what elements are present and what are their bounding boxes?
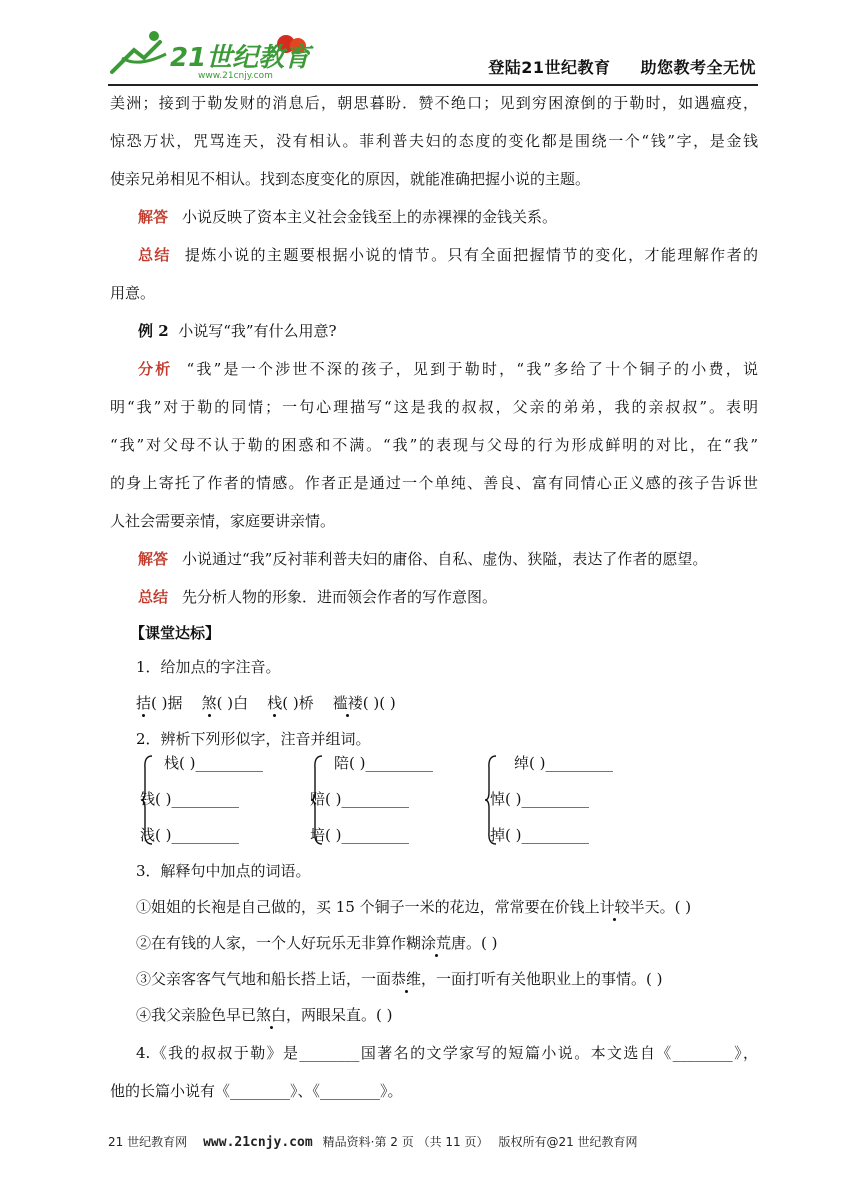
footer-url[interactable]: www.21cnjy.com bbox=[203, 1135, 313, 1150]
answer-blank[interactable]: ( ) bbox=[155, 826, 172, 844]
answer-blank[interactable]: ( ) bbox=[325, 826, 342, 844]
answer-blank[interactable]: ( )( ) bbox=[362, 694, 396, 712]
answer-blank[interactable]: ( ) bbox=[282, 694, 299, 712]
answer-line[interactable]: _________ bbox=[521, 826, 589, 844]
para-line: 美洲；接到于勒发财的消息后，朝思暮盼．赞不绝口；见到穷困潦倒的于勒时，如遇瘟疫， bbox=[110, 94, 758, 112]
answer-line[interactable]: _________ bbox=[171, 790, 239, 808]
q3-item-1: ①姐姐的长袍是自己做的，买 15 个铜子一米的花边，常常要在价钱上计较半天。( ) bbox=[136, 898, 692, 916]
answer-blank[interactable]: ( ) bbox=[349, 754, 366, 772]
dotted-word: 计较 bbox=[599, 898, 630, 916]
q3-item-3: ③父亲客客气气地和船长搭上话，一面恭维，一面打听有关他职业上的事情。( ) bbox=[136, 970, 663, 988]
para-line: “我”对父母不认于勒的困惑和不满。“我”的表现与父母的行为形成鲜明的对比，在“我” bbox=[110, 436, 758, 454]
answer-blank[interactable]: ( ) bbox=[216, 694, 234, 712]
question-4[interactable]: 4.《我的叔叔于勒》是________国著名的文学家写的短篇小说。本文选自《________》， bbox=[136, 1044, 758, 1062]
answer-blank[interactable]: ( ) bbox=[325, 790, 342, 808]
char-group-3 bbox=[484, 752, 664, 852]
summary-tag: 总结 bbox=[138, 246, 171, 264]
q1-item: 褴褛( )( ) bbox=[332, 694, 396, 712]
q1-item: 栈( )桥 bbox=[267, 694, 314, 712]
answer-tag: 解答 bbox=[138, 550, 169, 568]
summary-tag: 总结 bbox=[138, 588, 169, 606]
char-row: 浅( )_________ bbox=[140, 826, 239, 844]
question-1-items bbox=[136, 692, 396, 713]
q1-item: 拮( )据 bbox=[136, 694, 183, 712]
char-row: 悼( )_________ bbox=[490, 790, 589, 808]
answer-blank[interactable]: ( ) bbox=[505, 790, 522, 808]
para-line: 用意。 bbox=[110, 284, 156, 302]
answer-line[interactable]: _________ bbox=[521, 790, 589, 808]
char-row: 陪( )_________ bbox=[334, 754, 433, 772]
analysis: 分析 “我”是一个涉世不深的孩子，见到于勒时，“我”多给了十个铜子的小费，说 bbox=[138, 360, 758, 378]
char-row: 绰( )_________ bbox=[514, 754, 613, 772]
char-row: 掉( )_________ bbox=[490, 826, 589, 844]
summary-2: 总结 先分析人物的形象．进而领会作者的写作意图。 bbox=[138, 588, 498, 606]
tagline-right: 助您教考全无忧 bbox=[640, 58, 756, 77]
char-group-2 bbox=[310, 752, 480, 852]
answer-blank[interactable]: ( ) bbox=[505, 826, 522, 844]
answer-line[interactable]: _________ bbox=[341, 826, 409, 844]
header-tagline bbox=[488, 55, 756, 78]
question-1: 1．给加点的字注音。 bbox=[136, 658, 281, 676]
answer-line[interactable]: _________ bbox=[195, 754, 263, 772]
footer-site: 21 世纪教育网 bbox=[108, 1135, 188, 1149]
answer-blank[interactable]: ( ) bbox=[155, 790, 172, 808]
answer-2: 解答 小说通过“我”反衬菲利普夫妇的庸俗、自私、虚伪、狭隘，表达了作者的愿望。 bbox=[138, 550, 708, 568]
tagline-left: 登陆21世纪教育 bbox=[488, 58, 611, 77]
char-row: 栈( )_________ bbox=[164, 754, 263, 772]
para-line: 的身上寄托了作者的情感。作者正是通过一个单纯、善良、富有同情心正义感的孩子告诉世 bbox=[110, 474, 758, 492]
q3-item-4: ④我父亲脸色早已煞白，两眼呆直。( ) bbox=[136, 1006, 393, 1024]
footer-page-info: 精品资料·第 2 页 （共 11 页） bbox=[322, 1135, 489, 1149]
question-2: 2．辨析下列形似字，注音并组词。 bbox=[136, 730, 371, 748]
footer-copyright: 版权所有@21 世纪教育网 bbox=[498, 1135, 638, 1149]
q3-item-2: ②在有钱的人家，一个人好玩乐无非算作糊涂荒唐。( ) bbox=[136, 934, 498, 952]
page-header bbox=[108, 28, 758, 86]
answer-blank[interactable]: ( ) bbox=[151, 694, 168, 712]
para-line: 使亲兄弟相见不相认。找到态度变化的原因，就能准确把握小说的主题。 bbox=[110, 170, 591, 188]
char-group-1 bbox=[140, 752, 310, 852]
answer-1: 解答 小说反映了资本主义社会金钱至上的赤裸裸的金钱关系。 bbox=[138, 208, 558, 226]
page-footer bbox=[108, 1133, 758, 1150]
answer-blank[interactable]: ，两眼呆直。( ) bbox=[286, 1006, 393, 1024]
answer-line[interactable]: _________ bbox=[171, 826, 239, 844]
logo-url: www.21cnjy.com bbox=[198, 71, 273, 80]
answer-blank[interactable]: 。( ) bbox=[466, 934, 498, 952]
answer-tag: 解答 bbox=[138, 208, 169, 226]
char-row: 赔( )_________ bbox=[310, 790, 409, 808]
answer-blank[interactable]: ( ) bbox=[179, 754, 196, 772]
char-row: 培( )_________ bbox=[310, 826, 409, 844]
question-3: 3．解释句中加点的词语。 bbox=[136, 862, 311, 880]
answer-line[interactable]: _________ bbox=[341, 790, 409, 808]
example-label: 例 2 bbox=[138, 322, 169, 340]
dotted-word: 煞白 bbox=[256, 1006, 287, 1024]
char-row: 钱( )_________ bbox=[140, 790, 239, 808]
answer-blank[interactable]: ( ) bbox=[529, 754, 546, 772]
example-question: 小说写“我”有什么用意? bbox=[178, 322, 337, 340]
para-line: 惊恐万状，咒骂连天，没有相认。菲利普夫妇的态度的变化都是围绕一个“钱”字，是金钱 bbox=[110, 132, 758, 150]
q1-item: 煞( )白 bbox=[201, 694, 249, 712]
answer-blank[interactable]: ，一面打听有关他职业上的事情。( ) bbox=[421, 970, 663, 988]
dotted-word: 恭维 bbox=[391, 970, 422, 988]
para-line: 人社会需要亲情，家庭要讲亲情。 bbox=[110, 512, 336, 530]
example-2 bbox=[110, 320, 337, 341]
site-logo bbox=[108, 28, 328, 80]
answer-blank[interactable]: 半天。( ) bbox=[629, 898, 692, 916]
dotted-word: 糊涂荒唐 bbox=[406, 934, 467, 952]
answer-line[interactable]: _________ bbox=[545, 754, 613, 772]
logo-text: 21世纪教育 bbox=[170, 43, 311, 73]
runner-icon bbox=[112, 42, 160, 72]
question-4-cont[interactable]: 他的长篇小说有《________》、《________》。 bbox=[110, 1082, 403, 1100]
summary-1: 总结 提炼小说的主题要根据小说的情节。只有全面把握情节的变化，才能理解作者的 bbox=[138, 246, 758, 264]
analysis-tag: 分析 bbox=[138, 360, 173, 378]
para-line: 明“我”对于勒的同情；一句心理描写“这是我的叔叔，父亲的弟弟，我的亲叔叔”。表明 bbox=[110, 398, 758, 416]
answer-line[interactable]: _________ bbox=[365, 754, 433, 772]
section-title: 【课堂达标】 bbox=[130, 624, 221, 642]
